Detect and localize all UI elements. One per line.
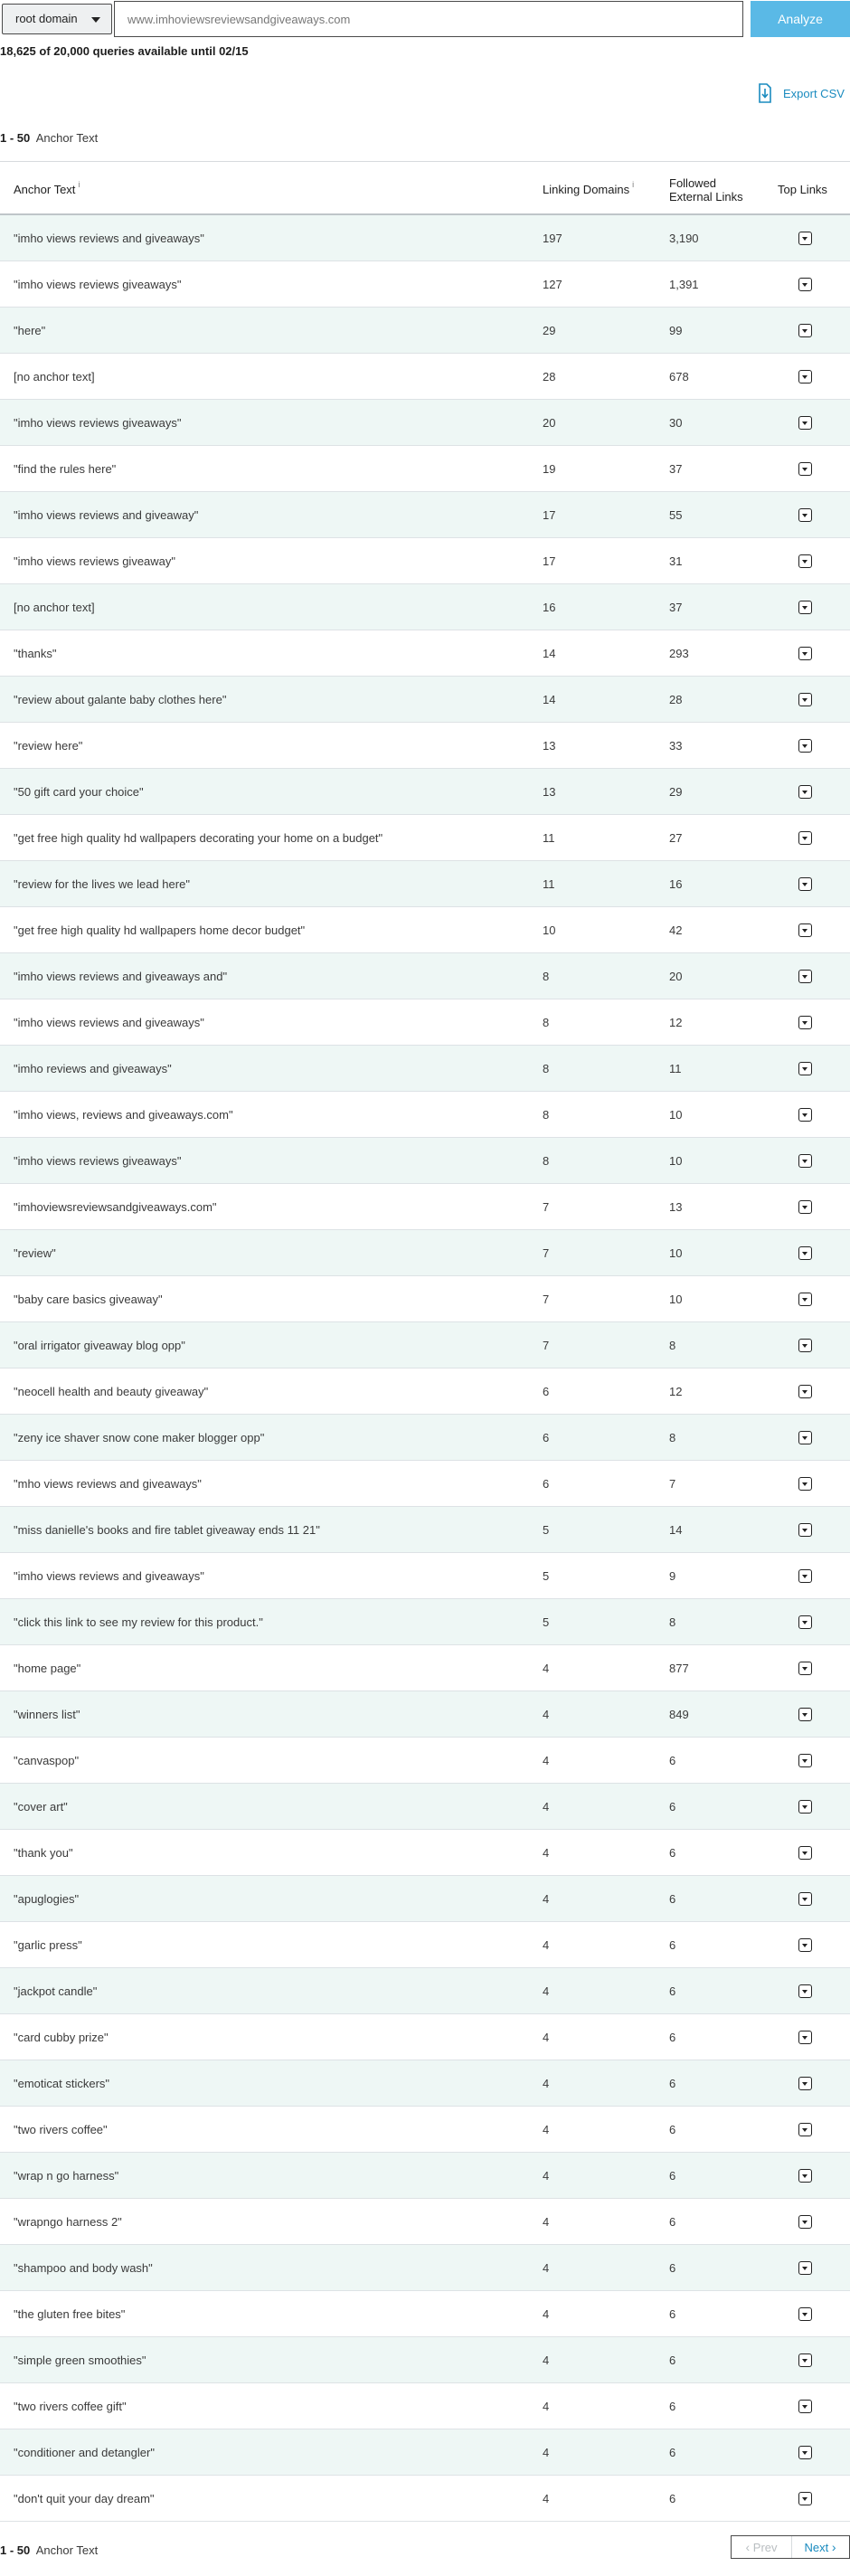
followed-links-cell: 30 xyxy=(669,416,683,430)
table-row xyxy=(0,723,850,769)
linking-domains-cell: 4 xyxy=(543,2215,550,2229)
anchor-text-cell: "baby care basics giveaway" xyxy=(14,1293,163,1306)
table-row xyxy=(0,1599,850,1645)
followed-links-cell: 10 xyxy=(669,1108,683,1122)
table-row xyxy=(0,215,850,261)
linking-domains-cell: 8 xyxy=(543,1108,550,1122)
top-links-toggle-icon[interactable] xyxy=(798,508,812,522)
anchor-text-cell: "click this link to see my review for this product." xyxy=(14,1615,263,1629)
anchor-text-cell: "imho views reviews and giveaways" xyxy=(14,1569,204,1583)
table-row xyxy=(0,1322,850,1368)
linking-domains-cell: 8 xyxy=(543,1062,550,1075)
top-links-toggle-icon[interactable] xyxy=(798,2353,812,2367)
top-links-toggle-icon[interactable] xyxy=(798,1662,812,1675)
anchor-text-cell: "home page" xyxy=(14,1662,81,1675)
linking-domains-cell: 11 xyxy=(543,831,555,845)
anchor-text-cell: [no anchor text] xyxy=(14,601,95,614)
followed-links-cell: 14 xyxy=(669,1523,683,1537)
anchor-text-cell: "canvaspop" xyxy=(14,1754,80,1767)
search-bar xyxy=(0,0,850,40)
linking-domains-cell: 7 xyxy=(543,1293,550,1306)
linking-domains-cell: 4 xyxy=(543,2077,550,2090)
followed-links-cell: 6 xyxy=(669,1892,676,1906)
followed-links-cell: 6 xyxy=(669,1754,676,1767)
table-row xyxy=(0,308,850,354)
anchor-text-cell: "winners list" xyxy=(14,1708,80,1721)
top-links-toggle-icon[interactable] xyxy=(798,2261,812,2275)
table-row xyxy=(0,907,850,953)
followed-links-cell: 8 xyxy=(669,1615,676,1629)
anchor-text-cell: "imho views reviews and giveaways and" xyxy=(14,970,228,983)
top-links-toggle-icon[interactable] xyxy=(798,693,812,706)
followed-links-cell: 6 xyxy=(669,2169,676,2183)
anchor-text-cell: "get free high quality hd wallpapers home decor budget" xyxy=(14,923,306,937)
linking-domains-cell: 14 xyxy=(543,647,556,660)
url-input[interactable] xyxy=(114,1,743,37)
anchor-text-cell: "conditioner and detangler" xyxy=(14,2446,155,2459)
analyze-button[interactable]: Analyze xyxy=(751,1,850,37)
linking-domains-cell: 4 xyxy=(543,1754,550,1767)
followed-links-cell: 28 xyxy=(669,693,683,706)
linking-domains-cell: 5 xyxy=(543,1615,550,1629)
scope-select-label: root domain xyxy=(15,12,78,25)
chevron-left-icon: ‹ xyxy=(745,2540,751,2554)
top-links-toggle-icon[interactable] xyxy=(798,232,812,245)
table-row xyxy=(0,2014,850,2060)
prev-page-button[interactable] xyxy=(732,2536,792,2558)
top-links-toggle-icon[interactable] xyxy=(798,1339,812,1352)
anchor-text-cell: "shampoo and body wash" xyxy=(14,2261,153,2275)
anchor-text-cell: "here" xyxy=(14,324,46,337)
followed-links-cell: 6 xyxy=(669,1800,676,1814)
header-anchor-text[interactable] xyxy=(14,180,80,196)
top-links-toggle-icon[interactable] xyxy=(798,1754,812,1767)
followed-links-cell: 11 xyxy=(669,1062,682,1075)
header-top-links: Top Links xyxy=(778,183,827,196)
followed-links-cell: 1,391 xyxy=(669,278,699,291)
followed-links-cell: 849 xyxy=(669,1708,689,1721)
top-links-toggle-icon[interactable] xyxy=(798,1892,812,1906)
table-row xyxy=(0,1461,850,1507)
anchor-text-cell: "wrapngo harness 2" xyxy=(14,2215,122,2229)
anchor-text-cell: "card cubby prize" xyxy=(14,2031,109,2044)
anchor-text-cell: "emoticat stickers" xyxy=(14,2077,110,2090)
linking-domains-cell: 7 xyxy=(543,1246,550,1260)
top-links-toggle-icon[interactable] xyxy=(798,2307,812,2321)
anchor-text-cell: "jackpot candle" xyxy=(14,1984,98,1998)
anchor-text-cell: "review about galante baby clothes here" xyxy=(14,693,227,706)
followed-links-cell: 6 xyxy=(669,2446,676,2459)
top-links-toggle-icon[interactable] xyxy=(798,1293,812,1306)
followed-links-cell: 42 xyxy=(669,923,683,937)
top-links-toggle-icon[interactable] xyxy=(798,1523,812,1537)
table-row xyxy=(0,1138,850,1184)
linking-domains-cell: 4 xyxy=(543,2031,550,2044)
anchor-text-cell: "apuglogies" xyxy=(14,1892,80,1906)
followed-links-cell: 6 xyxy=(669,2400,676,2413)
anchor-text-cell: "simple green smoothies" xyxy=(14,2353,146,2367)
anchor-text-cell: "garlic press" xyxy=(14,1938,82,1952)
linking-domains-cell: 4 xyxy=(543,1708,550,1721)
table-row xyxy=(0,2337,850,2383)
top-links-toggle-icon[interactable] xyxy=(798,2215,812,2229)
top-links-toggle-icon[interactable] xyxy=(798,2446,812,2459)
table-row xyxy=(0,1968,850,2014)
top-links-toggle-icon[interactable] xyxy=(798,1154,812,1168)
table-row xyxy=(0,1276,850,1322)
top-links-toggle-icon[interactable] xyxy=(798,462,812,476)
header-followed-line2: External Links xyxy=(669,190,743,204)
info-icon[interactable]: i xyxy=(632,180,635,189)
anchor-text-cell: "thanks" xyxy=(14,647,57,660)
table-row xyxy=(0,1046,850,1092)
top-links-toggle-icon[interactable] xyxy=(798,1385,812,1398)
header-anchor-text-label: Anchor Text xyxy=(14,183,76,196)
top-links-toggle-icon[interactable] xyxy=(798,1108,812,1122)
followed-links-cell: 13 xyxy=(669,1200,683,1214)
followed-links-cell: 27 xyxy=(669,831,683,845)
linking-domains-cell: 6 xyxy=(543,1385,550,1398)
result-range-label: Anchor Text xyxy=(35,131,99,145)
anchor-text-cell: "two rivers coffee gift" xyxy=(14,2400,127,2413)
table-row xyxy=(0,400,850,446)
table-row xyxy=(0,1922,850,1968)
followed-links-cell: 10 xyxy=(669,1154,683,1168)
table-row xyxy=(0,1830,850,1876)
linking-domains-cell: 17 xyxy=(543,508,556,522)
linking-domains-cell: 8 xyxy=(543,970,550,983)
scope-select[interactable] xyxy=(2,4,112,34)
anchor-text-cell: "imho reviews and giveaways" xyxy=(14,1062,172,1075)
table-row xyxy=(0,354,850,400)
followed-links-cell: 7 xyxy=(669,1477,676,1491)
top-links-toggle-icon[interactable] xyxy=(798,877,812,891)
table-row xyxy=(0,1553,850,1599)
linking-domains-cell: 4 xyxy=(543,2261,550,2275)
anchor-text-cell: "cover art" xyxy=(14,1800,68,1814)
linking-domains-cell: 16 xyxy=(543,601,556,614)
result-range-span: 1 - 50 xyxy=(0,2543,31,2557)
anchor-text-cell: "imho views reviews giveaway" xyxy=(14,554,176,568)
top-links-toggle-icon[interactable] xyxy=(798,601,812,614)
table-row xyxy=(0,2291,850,2337)
linking-domains-cell: 4 xyxy=(543,2307,550,2321)
anchor-text-cell: "don't quit your day dream" xyxy=(14,2492,155,2505)
top-links-toggle-icon[interactable] xyxy=(798,1708,812,1721)
table-row xyxy=(0,1230,850,1276)
table-row xyxy=(0,446,850,492)
result-range-bottom xyxy=(0,2543,98,2557)
top-links-toggle-icon[interactable] xyxy=(798,554,812,568)
followed-links-cell: 16 xyxy=(669,877,683,891)
linking-domains-cell: 13 xyxy=(543,785,556,799)
result-range-span: 1 - 50 xyxy=(0,131,31,145)
table-header xyxy=(0,161,850,215)
anchor-text-cell: "two rivers coffee" xyxy=(14,2123,108,2136)
top-links-toggle-icon[interactable] xyxy=(798,970,812,983)
chevron-right-icon: › xyxy=(831,2540,836,2554)
table-row xyxy=(0,999,850,1046)
top-links-toggle-icon[interactable] xyxy=(798,923,812,937)
linking-domains-cell: 4 xyxy=(543,1800,550,1814)
anchor-text-cell: "get free high quality hd wallpapers decorating your home on a budget" xyxy=(14,831,383,845)
followed-links-cell: 99 xyxy=(669,324,683,337)
top-links-toggle-icon[interactable] xyxy=(798,739,812,753)
followed-links-cell: 9 xyxy=(669,1569,676,1583)
table-row xyxy=(0,1876,850,1922)
table-row xyxy=(0,953,850,999)
followed-links-cell: 6 xyxy=(669,1846,676,1860)
linking-domains-cell: 5 xyxy=(543,1523,550,1537)
top-links-toggle-icon[interactable] xyxy=(798,1200,812,1214)
followed-links-cell: 6 xyxy=(669,2123,676,2136)
top-links-toggle-icon[interactable] xyxy=(798,647,812,660)
table-row xyxy=(0,2383,850,2429)
top-links-toggle-icon[interactable] xyxy=(798,2077,812,2090)
followed-links-cell: 20 xyxy=(669,970,683,983)
top-links-toggle-icon[interactable] xyxy=(798,278,812,291)
info-icon[interactable]: i xyxy=(78,180,80,189)
table-row xyxy=(0,2153,850,2199)
top-links-toggle-icon[interactable] xyxy=(798,1846,812,1860)
followed-links-cell: 10 xyxy=(669,1293,683,1306)
linking-domains-cell: 10 xyxy=(543,923,556,937)
top-links-toggle-icon[interactable] xyxy=(798,2492,812,2505)
top-links-toggle-icon[interactable] xyxy=(798,1062,812,1075)
table-row xyxy=(0,2476,850,2522)
table-row xyxy=(0,2060,850,2107)
followed-links-cell: 33 xyxy=(669,739,683,753)
quota-text: 18,625 of 20,000 queries available until 02/15 xyxy=(0,44,249,58)
followed-links-cell: 10 xyxy=(669,1246,683,1260)
top-links-toggle-icon[interactable] xyxy=(798,1984,812,1998)
anchor-text-table xyxy=(0,161,850,2522)
anchor-text-cell: "50 gift card your choice" xyxy=(14,785,144,799)
anchor-text-cell: "neocell health and beauty giveaway" xyxy=(14,1385,209,1398)
followed-links-cell: 877 xyxy=(669,1662,689,1675)
next-page-label: Next xyxy=(804,2541,829,2554)
result-range-label: Anchor Text xyxy=(35,2543,99,2557)
header-followed-external-links[interactable] xyxy=(669,176,769,204)
table-row xyxy=(0,1645,850,1691)
anchor-text-cell: "find the rules here" xyxy=(14,462,117,476)
export-csv-label: Export CSV xyxy=(783,87,845,100)
result-range-top xyxy=(0,131,98,145)
top-links-toggle-icon[interactable] xyxy=(798,1016,812,1029)
linking-domains-cell: 13 xyxy=(543,739,556,753)
top-links-toggle-icon[interactable] xyxy=(798,370,812,384)
table-row xyxy=(0,1184,850,1230)
linking-domains-cell: 29 xyxy=(543,324,556,337)
top-links-toggle-icon[interactable] xyxy=(798,1246,812,1260)
top-links-toggle-icon[interactable] xyxy=(798,2169,812,2183)
top-links-toggle-icon[interactable] xyxy=(798,1938,812,1952)
linking-domains-cell: 8 xyxy=(543,1154,550,1168)
followed-links-cell: 3,190 xyxy=(669,232,699,245)
linking-domains-cell: 28 xyxy=(543,370,556,384)
anchor-text-cell: "imho views reviews giveaways" xyxy=(14,278,182,291)
linking-domains-cell: 4 xyxy=(543,1846,550,1860)
linking-domains-cell: 4 xyxy=(543,1892,550,1906)
followed-links-cell: 6 xyxy=(669,2077,676,2090)
linking-domains-cell: 14 xyxy=(543,693,556,706)
anchor-text-cell: "wrap n go harness" xyxy=(14,2169,119,2183)
anchor-text-cell: "oral irrigator giveaway blog opp" xyxy=(14,1339,185,1352)
linking-domains-cell: 4 xyxy=(543,2353,550,2367)
table-row xyxy=(0,861,850,907)
anchor-text-cell: "imho views reviews and giveaway" xyxy=(14,508,199,522)
linking-domains-cell: 4 xyxy=(543,1662,550,1675)
table-row xyxy=(0,492,850,538)
table-row xyxy=(0,2107,850,2153)
anchor-text-cell: "miss danielle's books and fire tablet giveaway ends 11 21" xyxy=(14,1523,320,1537)
linking-domains-cell: 4 xyxy=(543,2400,550,2413)
linking-domains-cell: 127 xyxy=(543,278,562,291)
anchor-text-cell: "review here" xyxy=(14,739,83,753)
table-row xyxy=(0,584,850,630)
top-links-toggle-icon[interactable] xyxy=(798,1800,812,1814)
linking-domains-cell: 19 xyxy=(543,462,556,476)
followed-links-cell: 6 xyxy=(669,2215,676,2229)
top-links-toggle-icon[interactable] xyxy=(798,2031,812,2044)
linking-domains-cell: 4 xyxy=(543,2123,550,2136)
table-row xyxy=(0,1691,850,1738)
top-links-toggle-icon[interactable] xyxy=(798,1569,812,1583)
anchor-text-cell: "imho views reviews and giveaways" xyxy=(14,232,204,245)
followed-links-cell: 6 xyxy=(669,2307,676,2321)
top-links-toggle-icon[interactable] xyxy=(798,1615,812,1629)
linking-domains-cell: 6 xyxy=(543,1477,550,1491)
anchor-text-cell: "imhoviewsreviewsandgiveaways.com" xyxy=(14,1200,217,1214)
prev-page-label: Prev xyxy=(752,2541,778,2554)
header-linking-domains[interactable] xyxy=(543,180,635,196)
anchor-text-cell: "mho views reviews and giveaways" xyxy=(14,1477,202,1491)
top-links-toggle-icon[interactable] xyxy=(798,324,812,337)
table-row xyxy=(0,2245,850,2291)
anchor-text-cell: "imho views, reviews and giveaways.com" xyxy=(14,1108,233,1122)
linking-domains-cell: 4 xyxy=(543,1938,550,1952)
linking-domains-cell: 4 xyxy=(543,1984,550,1998)
table-body xyxy=(0,215,850,2522)
table-row xyxy=(0,815,850,861)
followed-links-cell: 6 xyxy=(669,2353,676,2367)
followed-links-cell: 6 xyxy=(669,1938,676,1952)
followed-links-cell: 8 xyxy=(669,1339,676,1352)
anchor-text-cell: [no anchor text] xyxy=(14,370,95,384)
linking-domains-cell: 6 xyxy=(543,1431,550,1444)
linking-domains-cell: 4 xyxy=(543,2492,550,2505)
linking-domains-cell: 7 xyxy=(543,1200,550,1214)
anchor-text-cell: "the gluten free bites" xyxy=(14,2307,126,2321)
linking-domains-cell: 11 xyxy=(543,877,555,891)
followed-links-cell: 8 xyxy=(669,1431,676,1444)
top-links-toggle-icon[interactable] xyxy=(798,831,812,845)
followed-links-cell: 37 xyxy=(669,601,683,614)
header-linking-domains-label: Linking Domains xyxy=(543,183,630,196)
followed-links-cell: 29 xyxy=(669,785,683,799)
next-page-button[interactable] xyxy=(791,2536,849,2558)
table-row xyxy=(0,677,850,723)
anchor-text-cell: "imho views reviews giveaways" xyxy=(14,1154,182,1168)
header-followed-line1: Followed xyxy=(669,176,717,190)
table-row xyxy=(0,538,850,584)
linking-domains-cell: 7 xyxy=(543,1339,550,1352)
table-row xyxy=(0,1784,850,1830)
linking-domains-cell: 5 xyxy=(543,1569,550,1583)
table-row xyxy=(0,1738,850,1784)
table-row xyxy=(0,1368,850,1415)
followed-links-cell: 6 xyxy=(669,1984,676,1998)
followed-links-cell: 6 xyxy=(669,2031,676,2044)
top-links-toggle-icon[interactable] xyxy=(798,785,812,799)
followed-links-cell: 55 xyxy=(669,508,683,522)
followed-links-cell: 12 xyxy=(669,1016,683,1029)
linking-domains-cell: 197 xyxy=(543,232,562,245)
linking-domains-cell: 8 xyxy=(543,1016,550,1029)
linking-domains-cell: 4 xyxy=(543,2446,550,2459)
anchor-text-cell: "zeny ice shaver snow cone maker blogger opp" xyxy=(14,1431,265,1444)
anchor-text-cell: "review for the lives we lead here" xyxy=(14,877,190,891)
top-links-toggle-icon[interactable] xyxy=(798,2400,812,2413)
table-row xyxy=(0,2429,850,2476)
followed-links-cell: 12 xyxy=(669,1385,683,1398)
anchor-text-cell: "imho views reviews and giveaways" xyxy=(14,1016,204,1029)
top-links-toggle-icon[interactable] xyxy=(798,2123,812,2136)
top-links-toggle-icon[interactable] xyxy=(798,1477,812,1491)
pagination xyxy=(731,2535,850,2559)
download-icon xyxy=(758,83,772,103)
linking-domains-cell: 20 xyxy=(543,416,556,430)
caret-down-icon xyxy=(91,17,100,23)
followed-links-cell: 293 xyxy=(669,647,689,660)
linking-domains-cell: 17 xyxy=(543,554,556,568)
top-links-toggle-icon[interactable] xyxy=(798,1431,812,1444)
top-links-toggle-icon[interactable] xyxy=(798,416,812,430)
table-row xyxy=(0,2199,850,2245)
followed-links-cell: 678 xyxy=(669,370,689,384)
table-row xyxy=(0,261,850,308)
anchor-text-cell: "imho views reviews giveaways" xyxy=(14,416,182,430)
anchor-text-cell: "thank you" xyxy=(14,1846,73,1860)
table-row xyxy=(0,630,850,677)
table-row xyxy=(0,1507,850,1553)
linking-domains-cell: 4 xyxy=(543,2169,550,2183)
followed-links-cell: 6 xyxy=(669,2492,676,2505)
table-row xyxy=(0,769,850,815)
anchor-text-cell: "review" xyxy=(14,1246,56,1260)
followed-links-cell: 37 xyxy=(669,462,683,476)
followed-links-cell: 6 xyxy=(669,2261,676,2275)
followed-links-cell: 31 xyxy=(669,554,683,568)
table-row xyxy=(0,1415,850,1461)
table-row xyxy=(0,1092,850,1138)
